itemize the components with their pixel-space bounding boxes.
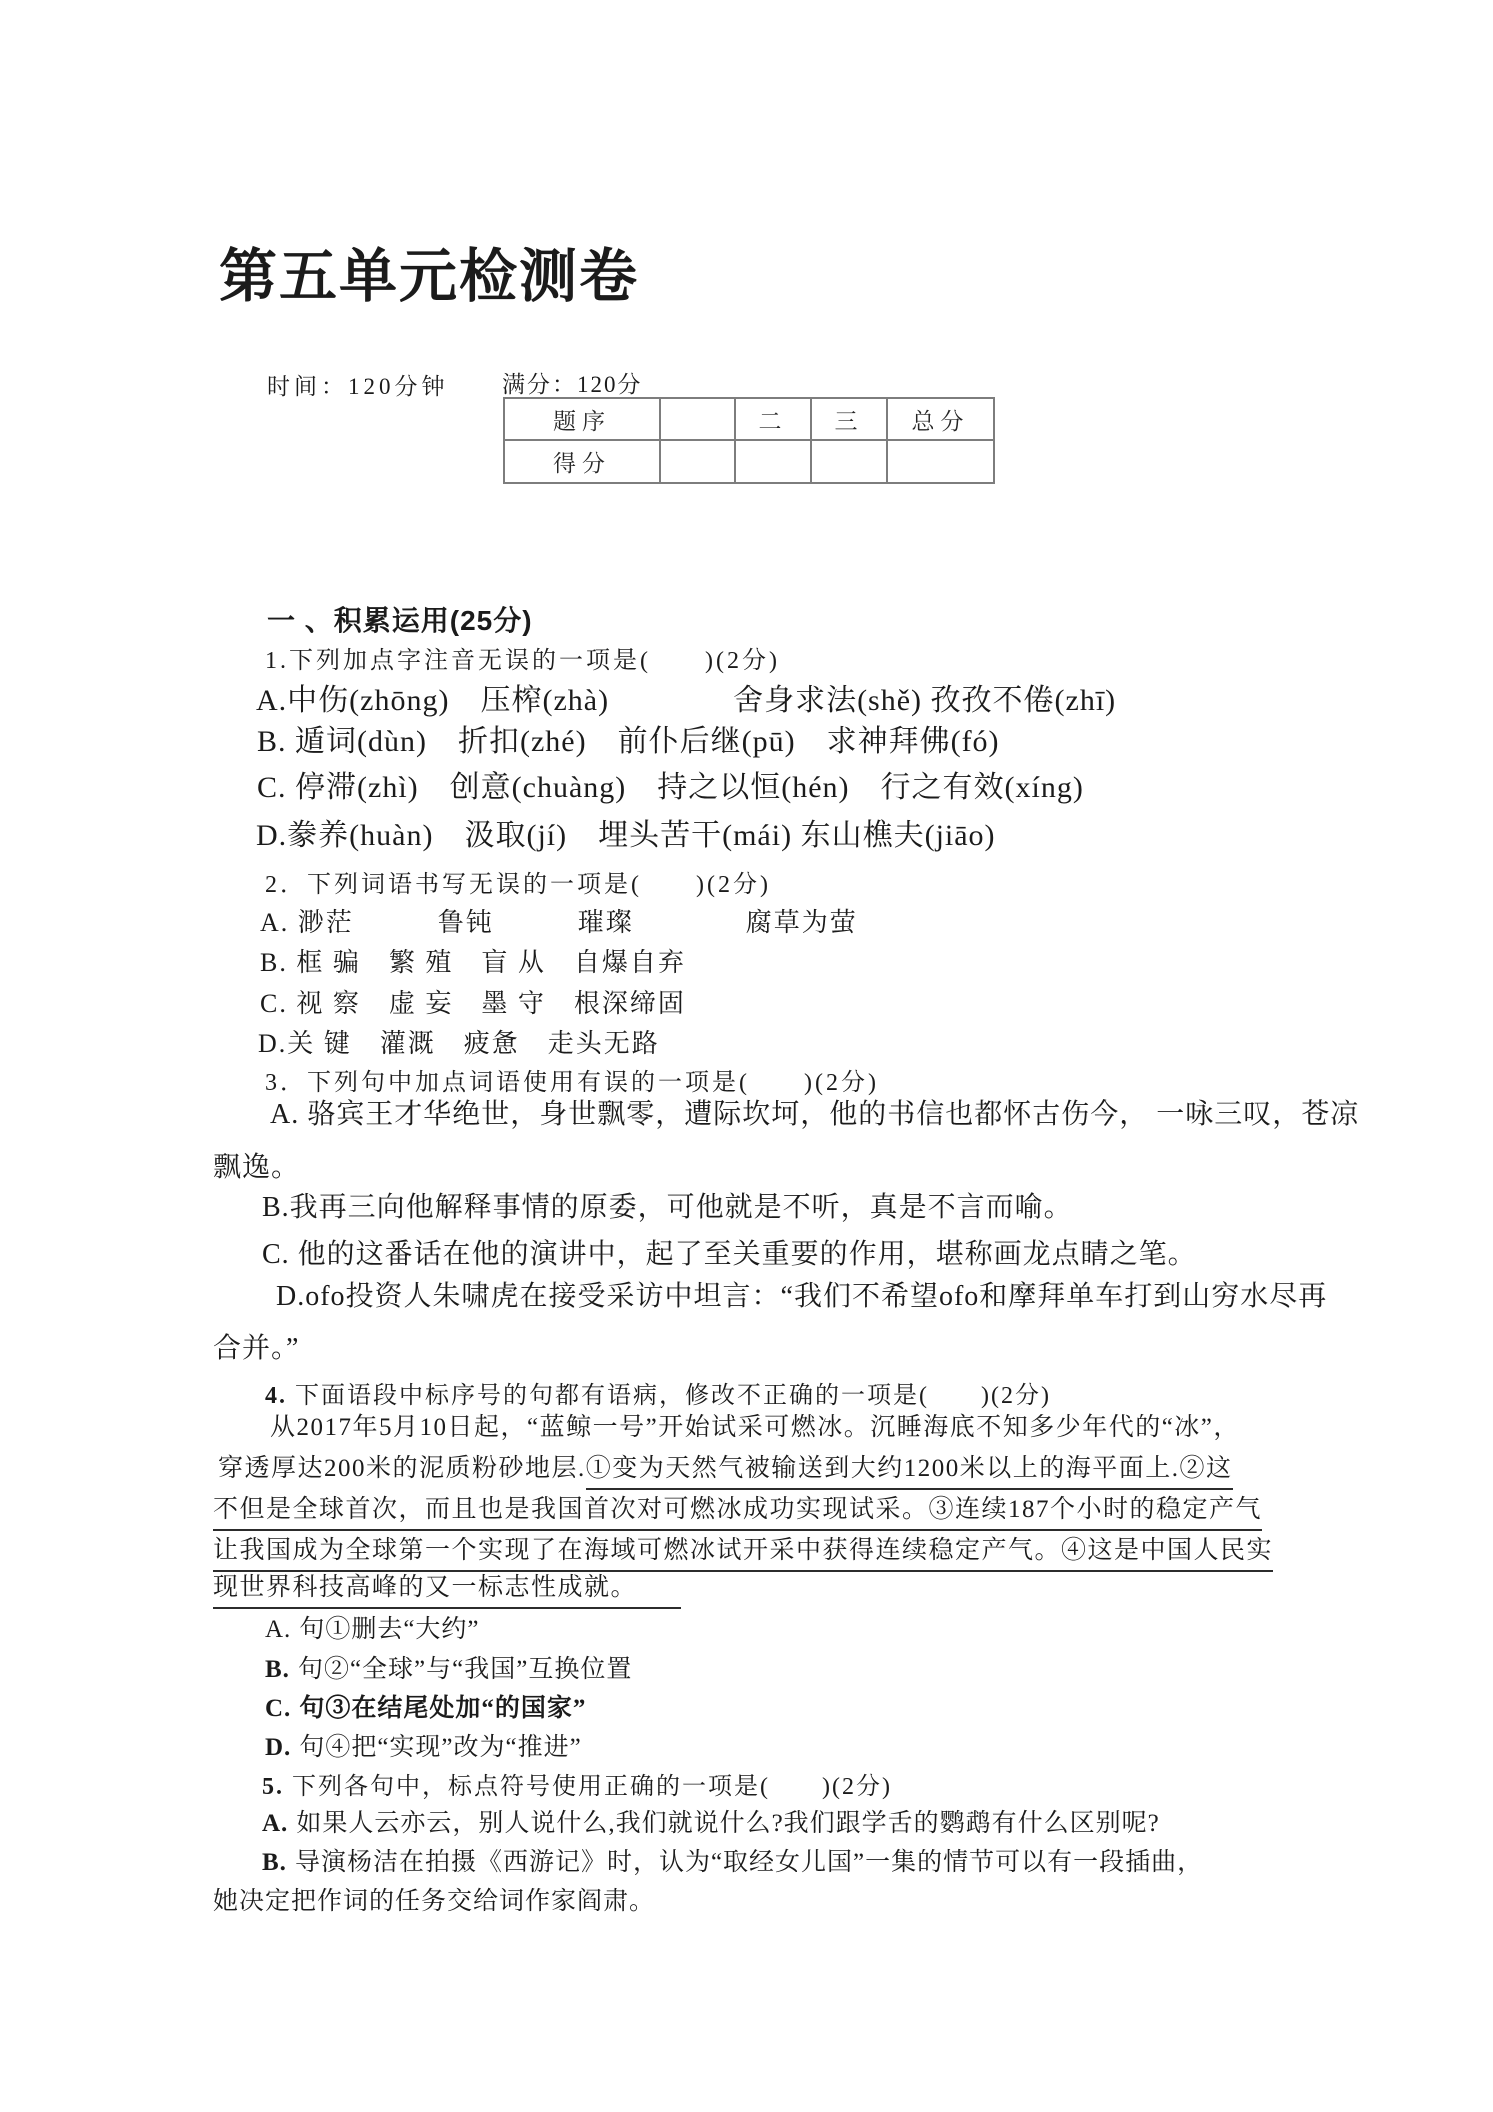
q1-option-a: A.中伤(zhōng) 压榨(zhà) 舍身求法(shě) 孜孜不倦(zhī) [256, 684, 1117, 717]
q4-option-a-letter: A. [265, 1616, 292, 1643]
q2-option-b: B. 框 骗 繁 殖 盲 从 自爆自弃 [260, 948, 686, 977]
q4-option-b-letter: B. [265, 1656, 290, 1683]
q2-option-d: D.关 键 灌溉 疲惫 走头无路 [258, 1029, 660, 1058]
q4-option-d [265, 1734, 582, 1762]
q3-option-c: C. 他的这番话在他的演讲中，起了至关重要的作用，堪称画龙点睛之笔。 [262, 1239, 1197, 1270]
q4-paragraph-line2 [218, 1455, 1233, 1490]
q5-option-a-text: 如果人云亦云，别人说什么,我们就说什么?我们跟学舌的鹦鹉有什么区别呢? [296, 1810, 1160, 1837]
score-table [503, 397, 995, 484]
q4-option-a-text: 句①删去“大约” [299, 1616, 480, 1643]
section-1-heading: 一 、积累运用(25分) [267, 605, 533, 636]
q4-paragraph-line4 [213, 1537, 1273, 1572]
q4-paragraph-line2-underlined: ①变为天然气被输送到大约1200米以上的海平面上.②这 [586, 1455, 1233, 1490]
q1-option-b: B. 遁词(dùn) 折扣(zhé) 前仆后继(pū) 求神拜佛(fó) [257, 725, 1000, 758]
score-table-score-row [504, 440, 994, 483]
q1-stem: 1.下列加点字注音无误的一项是( )(2分) [265, 648, 780, 674]
q5-stem-text: 下列各句中，标点符号使用正确的一项是( )(2分) [292, 1774, 892, 1800]
q3-option-d-line2: 合并。” [213, 1333, 300, 1364]
cell-total: 总分 [887, 398, 994, 440]
q5-option-b-letter: B. [262, 1849, 287, 1876]
q2-option-c: C. 视 察 虚 妄 墨 守 根深缔固 [260, 989, 686, 1018]
q4-option-b [265, 1656, 632, 1684]
q2-stem: 2．下列词语书写无误的一项是( )(2分) [265, 872, 771, 898]
q4-paragraph-line3-underlined: 不但是全球首次，而且也是我国首次对可燃冰成功实现试采。③连续187个小时的稳定产气 [213, 1496, 1262, 1531]
cell-question-order: 题序 [504, 398, 660, 440]
cell-section-one [660, 398, 735, 440]
q5-stem [262, 1774, 892, 1801]
q4-paragraph-line5-underlined: 现世界科技高峰的又一标志性成就。 [213, 1574, 681, 1609]
cell-section-three: 三 [811, 398, 887, 440]
q4-paragraph-line4-underlined: 让我国成为全球第一个实现了在海域可燃冰试开采中获得连续稳定产气。④这是中国人民实 [213, 1537, 1273, 1572]
q4-option-c-letter: C. [265, 1695, 292, 1722]
q4-option-d-letter: D. [265, 1734, 292, 1761]
cell-section-two: 二 [735, 398, 811, 440]
q4-paragraph-line1: 从2017年5月10日起，“蓝鲸一号”开始试采可燃冰。沉睡海底不知多少年代的“冰”， [270, 1414, 1240, 1441]
cell-score-label: 得分 [504, 440, 660, 483]
cell-score-two [735, 440, 811, 483]
q5-option-b-line1 [262, 1849, 1203, 1877]
page-title: 第五单元检测卷 [219, 244, 640, 309]
q3-option-b: B.我再三向他解释事情的原委，可他就是不听，真是不言而喻。 [262, 1192, 1073, 1223]
q3-stem: 3．下列句中加点词语使用有误的一项是( )(2分) [265, 1070, 879, 1096]
q5-option-a [262, 1810, 1160, 1838]
q4-paragraph-line2-plain: 穿透厚达200米的泥质粉砂地层. [218, 1455, 586, 1482]
q1-option-d: D.豢养(huàn) 汲取(jí) 埋头苦干(mái) 东山樵夫(jiāo) [256, 819, 996, 852]
q5-option-b-line2: 她决定把作词的任务交给词作家阎肃。 [213, 1888, 656, 1915]
q5-option-b-text: 导演杨洁在拍摄《西游记》时，认为“取经女儿国”一集的情节可以有一段插曲， [294, 1849, 1204, 1876]
q4-stem [265, 1383, 1051, 1410]
q1-option-c: C. 停滞(zhì) 创意(chuàng) 持之以恒(hén) 行之有效(xíng) [257, 771, 1084, 804]
q4-option-c-text: 句③在结尾处加“的国家” [299, 1695, 587, 1722]
q4-stem-text: 下面语段中标序号的句都有语病，修改不正确的一项是( )(2分) [295, 1383, 1051, 1409]
time-label: 时间：120分钟 [267, 374, 449, 399]
q4-option-b-text: 句②“全球”与“我国”互换位置 [297, 1656, 633, 1683]
q3-option-a-line1: A. 骆宾王才华绝世，身世飘零，遭际坎坷，他的书信也都怀古伤今， 一咏三叹，苍凉 [270, 1099, 1360, 1130]
q4-paragraph-line5 [213, 1574, 681, 1609]
cell-score-total [887, 440, 994, 483]
q3-option-a-line2: 飘逸。 [213, 1152, 301, 1183]
cell-score-three [811, 440, 887, 483]
cell-score-one [660, 440, 735, 483]
q2-option-a: A. 渺茫 鲁钝 璀璨 腐草为萤 [260, 908, 858, 937]
q3-option-d-line1: D.ofo投资人朱啸虎在接受采访中坦言：“我们不希望ofo和摩拜单车打到山穷水尽再 [276, 1281, 1328, 1312]
q5-option-a-letter: A. [262, 1810, 289, 1837]
q4-option-c [265, 1695, 586, 1723]
q4-option-d-text: 句④把“实现”改为“推进” [299, 1734, 582, 1761]
score-table-header-row [504, 398, 994, 440]
q4-paragraph-line3 [213, 1496, 1262, 1531]
q4-option-a [265, 1616, 480, 1644]
q4-number: 4. [265, 1383, 287, 1409]
full-score-label: 满分：120分 [502, 372, 643, 397]
q5-number: 5. [262, 1774, 284, 1800]
